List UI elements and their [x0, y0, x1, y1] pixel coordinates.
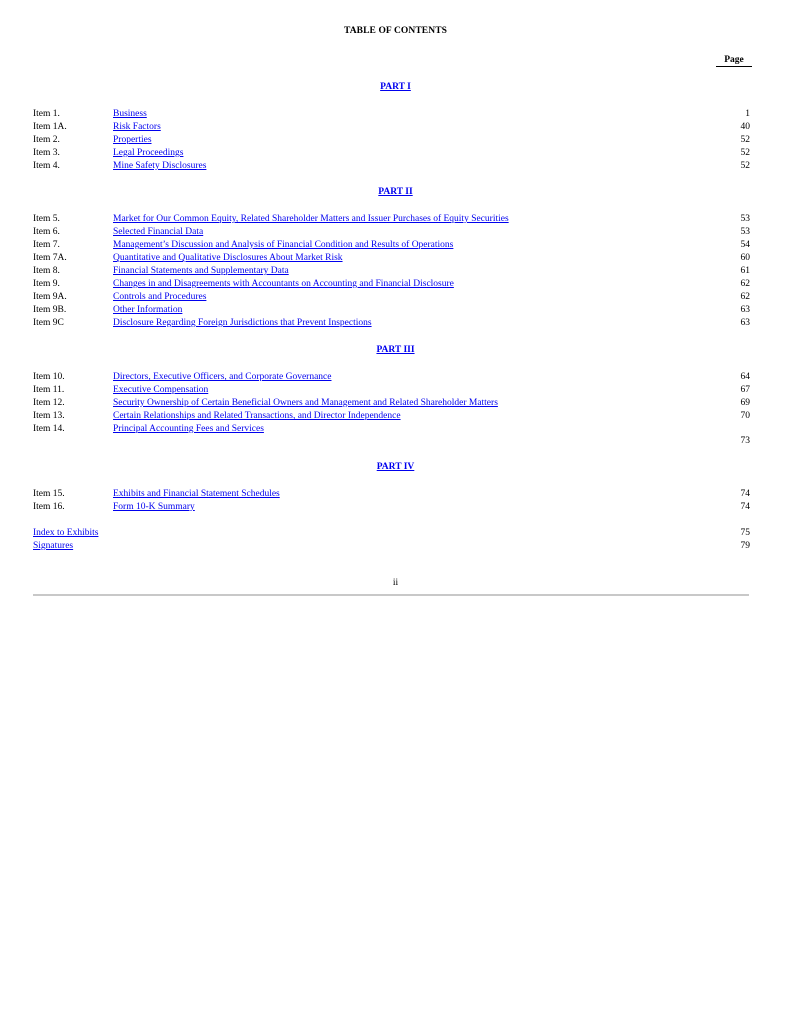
toc-link-exhibits-schedules[interactable]: Exhibits and Financial Statement Schedules [113, 489, 280, 499]
toc-link-financial-statements[interactable]: Financial Statements and Supplementary Data [113, 266, 289, 276]
item-number: Item 14. [33, 424, 65, 434]
item-number: Item 9A. [33, 292, 67, 302]
part-2-heading [0, 187, 791, 197]
part-4-heading [0, 462, 791, 472]
toc-row [0, 501, 791, 514]
item-number: Item 7. [33, 240, 60, 250]
part-3-heading [0, 345, 791, 355]
item-number: Item 2. [33, 135, 60, 145]
toc-link-signatures[interactable]: Signatures [33, 541, 74, 551]
toc-link-foreign-jurisdictions[interactable]: Disclosure Regarding Foreign Jurisdictions that Prevent Inspections [113, 318, 372, 328]
page-number: 69 [740, 398, 750, 408]
toc-row [0, 397, 791, 410]
toc-row [0, 121, 791, 134]
page-number: 79 [740, 541, 750, 551]
toc-link-other-information[interactable]: Other Information [113, 305, 183, 315]
toc-link-properties[interactable]: Properties [113, 135, 152, 145]
page-number: 52 [740, 148, 750, 158]
page-number: 61 [740, 266, 750, 276]
toc-row [0, 160, 791, 173]
toc-row [0, 304, 791, 317]
page-number: 62 [740, 292, 750, 302]
item-number: Item 9C [33, 318, 64, 328]
toc-row [0, 291, 791, 304]
item-number: Item 3. [33, 148, 60, 158]
toc-link-index-to-exhibits[interactable]: Index to Exhibits [33, 528, 99, 538]
item-number: Item 11. [33, 385, 65, 395]
part-4-link[interactable]: PART IV [376, 462, 415, 472]
item-number: Item 4. [33, 161, 60, 171]
item-number: Item 8. [33, 266, 60, 276]
page-number: 74 [740, 489, 750, 499]
toc-row [0, 252, 791, 265]
toc-row [0, 213, 791, 226]
footer-divider [33, 594, 749, 596]
page-number: 63 [740, 305, 750, 315]
page-number: 54 [740, 240, 750, 250]
item-number: Item 1A. [33, 122, 67, 132]
part-3-link[interactable]: PART III [376, 345, 415, 355]
toc-link-executive-compensation[interactable]: Executive Compensation [113, 385, 209, 395]
toc-row [0, 239, 791, 252]
toc-row [0, 371, 791, 384]
toc-row [0, 278, 791, 291]
toc-link-legal-proceedings[interactable]: Legal Proceedings [113, 148, 184, 158]
toc-link-directors-officers[interactable]: Directors, Executive Officers, and Corporate Governance [113, 372, 332, 382]
page-number: 75 [740, 528, 750, 538]
toc-row [0, 317, 791, 330]
toc-row [0, 410, 791, 423]
toc-link-controls-procedures[interactable]: Controls and Procedures [113, 292, 207, 302]
part-1-link[interactable]: PART I [380, 82, 411, 92]
toc-row [0, 488, 791, 501]
item-number: Item 10. [33, 372, 65, 382]
page-number: 67 [740, 385, 750, 395]
part-2-link[interactable]: PART II [378, 187, 413, 197]
item-number: Item 5. [33, 214, 60, 224]
toc-row [0, 147, 791, 160]
page-number: 52 [740, 161, 750, 171]
page-number: 62 [740, 279, 750, 289]
item-number: Item 9. [33, 279, 60, 289]
item-number: Item 15. [33, 489, 65, 499]
toc-link-mdna[interactable]: Management’s Discussion and Analysis of Financial Condition and Results of Operations [113, 240, 454, 250]
item-number: Item 12. [33, 398, 65, 408]
toc-link-market-risk[interactable]: Quantitative and Qualitative Disclosures About Market Risk [113, 253, 343, 263]
toc-link-risk-factors[interactable]: Risk Factors [113, 122, 161, 132]
part-1-heading [0, 82, 791, 92]
item-number: Item 1. [33, 109, 60, 119]
toc-link-changes-disagreements[interactable]: Changes in and Disagreements with Accountants on Accounting and Financial Disclosure [113, 279, 454, 289]
toc-row [0, 226, 791, 239]
page-number: 64 [740, 372, 750, 382]
toc-link-certain-relationships[interactable]: Certain Relationships and Related Transactions, and Director Independence [113, 411, 401, 421]
page-number: 40 [740, 122, 750, 132]
toc-row [0, 265, 791, 278]
toc-row [0, 527, 791, 540]
toc-link-accounting-fees[interactable]: Principal Accounting Fees and Services [113, 424, 264, 434]
toc-row [0, 540, 791, 553]
page-column-header: Page [716, 55, 752, 67]
footer-page-number: ii [392, 578, 399, 588]
item-number: Item 13. [33, 411, 65, 421]
page-number: 53 [740, 214, 750, 224]
item-number: Item 7A. [33, 253, 67, 263]
page-number: 63 [740, 318, 750, 328]
page-number: 73 [740, 436, 750, 446]
toc-row [0, 384, 791, 397]
toc-title: TABLE OF CONTENTS [343, 26, 448, 36]
page-number: 74 [740, 502, 750, 512]
page-number: 52 [740, 135, 750, 145]
toc-link-market-common-equity[interactable]: Market for Our Common Equity, Related Shareholder Matters and Issuer Purchases of Equity Securities [113, 214, 509, 224]
toc-link-business[interactable]: Business [113, 109, 147, 119]
toc-row [0, 134, 791, 147]
toc-link-mine-safety[interactable]: Mine Safety Disclosures [113, 161, 207, 171]
item-number: Item 6. [33, 227, 60, 237]
page-number: 53 [740, 227, 750, 237]
page-number: 60 [740, 253, 750, 263]
page-number: 1 [745, 109, 750, 119]
page-number: 70 [740, 411, 750, 421]
toc-link-form-10k-summary[interactable]: Form 10-K Summary [113, 502, 195, 512]
toc-link-selected-financial-data[interactable]: Selected Financial Data [113, 227, 204, 237]
toc-row [0, 423, 791, 436]
item-number: Item 16. [33, 502, 65, 512]
toc-link-security-ownership[interactable]: Security Ownership of Certain Beneficial Owners and Management and Related Shareholder Matters [113, 398, 498, 408]
item-number: Item 9B. [33, 305, 67, 315]
toc-row [0, 108, 791, 121]
